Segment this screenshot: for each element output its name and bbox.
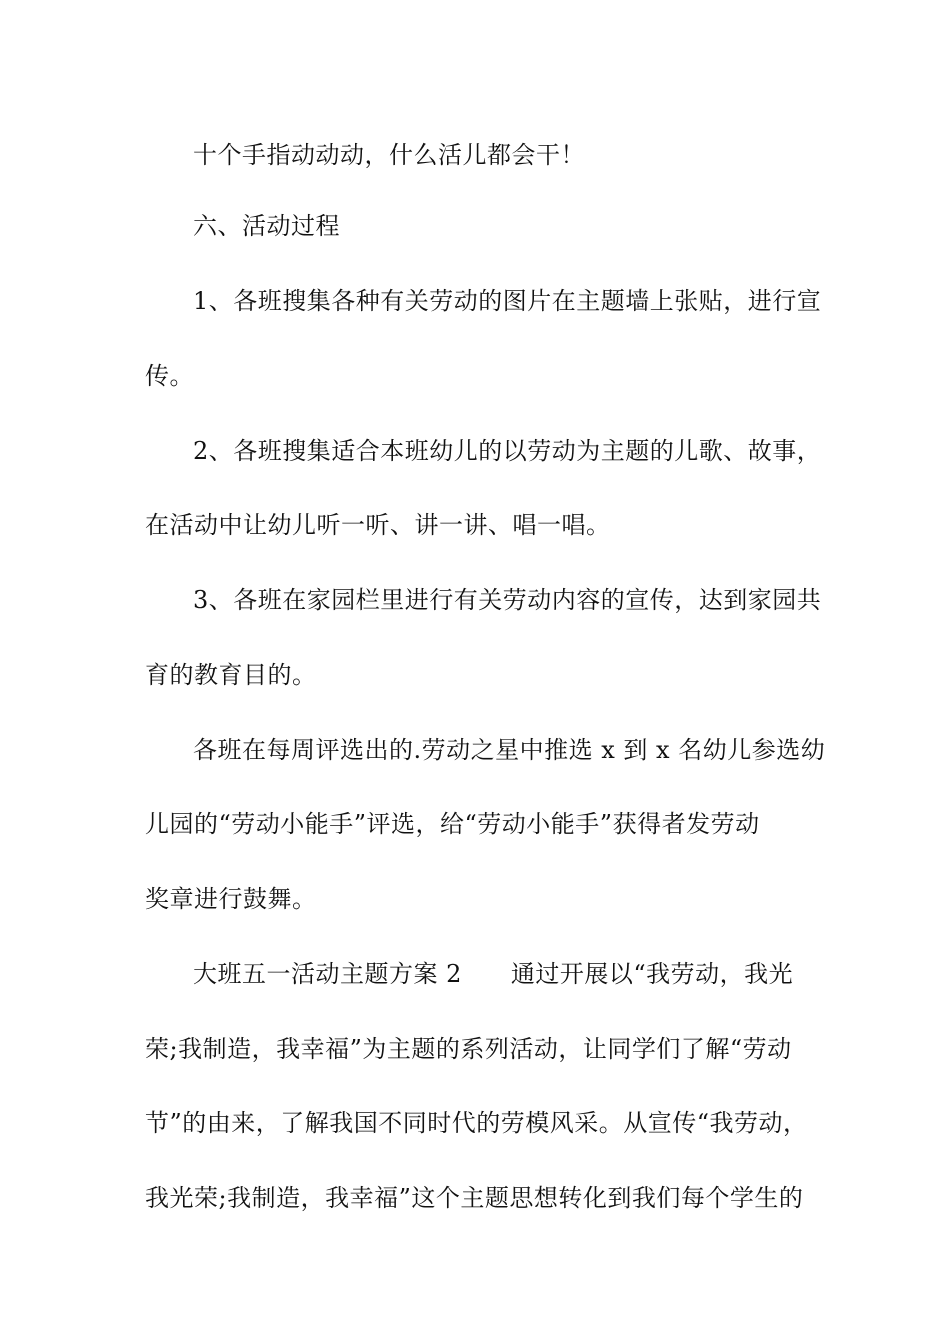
section-heading: 六、活动过程 xyxy=(193,212,340,240)
text-line: 荣;我制造，我幸福”为主题的系列活动，让同学们了解“劳动 xyxy=(145,1035,792,1063)
text-line: 2、各班搜集适合本班幼儿的以劳动为主题的儿歌、故事， xyxy=(193,437,822,465)
text-line: 儿园的“劳动小能手”评选，给“劳动小能手”获得者发劳动 xyxy=(145,810,760,838)
text-line: 十个手指动动动，什么活儿都会干！ xyxy=(193,141,585,169)
text-line: 在活动中让幼儿听一听、讲一讲、唱一唱。 xyxy=(145,511,611,539)
text-line: 大班五一活动主题方案 2 通过开展以“我劳动，我光 xyxy=(193,960,794,988)
text-line: 3、各班在家园栏里进行有关劳动内容的宣传，达到家园共 xyxy=(193,586,822,614)
text-line: 我光荣;我制造，我幸福”这个主题思想转化到我们每个学生的 xyxy=(145,1184,804,1212)
text-line: 1、各班搜集各种有关劳动的图片在主题墙上张贴，进行宣 xyxy=(193,287,822,315)
text-line: 各班在每周评选出的.劳动之星中推选 x 到 x 名幼儿参选幼 xyxy=(193,736,826,764)
text-line: 传。 xyxy=(145,362,194,390)
text-line: 奖章进行鼓舞。 xyxy=(145,885,317,913)
text-line: 节”的由来，了解我国不同时代的劳模风采。从宣传“我劳动， xyxy=(145,1109,808,1137)
text-line: 育的教育目的。 xyxy=(145,661,317,689)
